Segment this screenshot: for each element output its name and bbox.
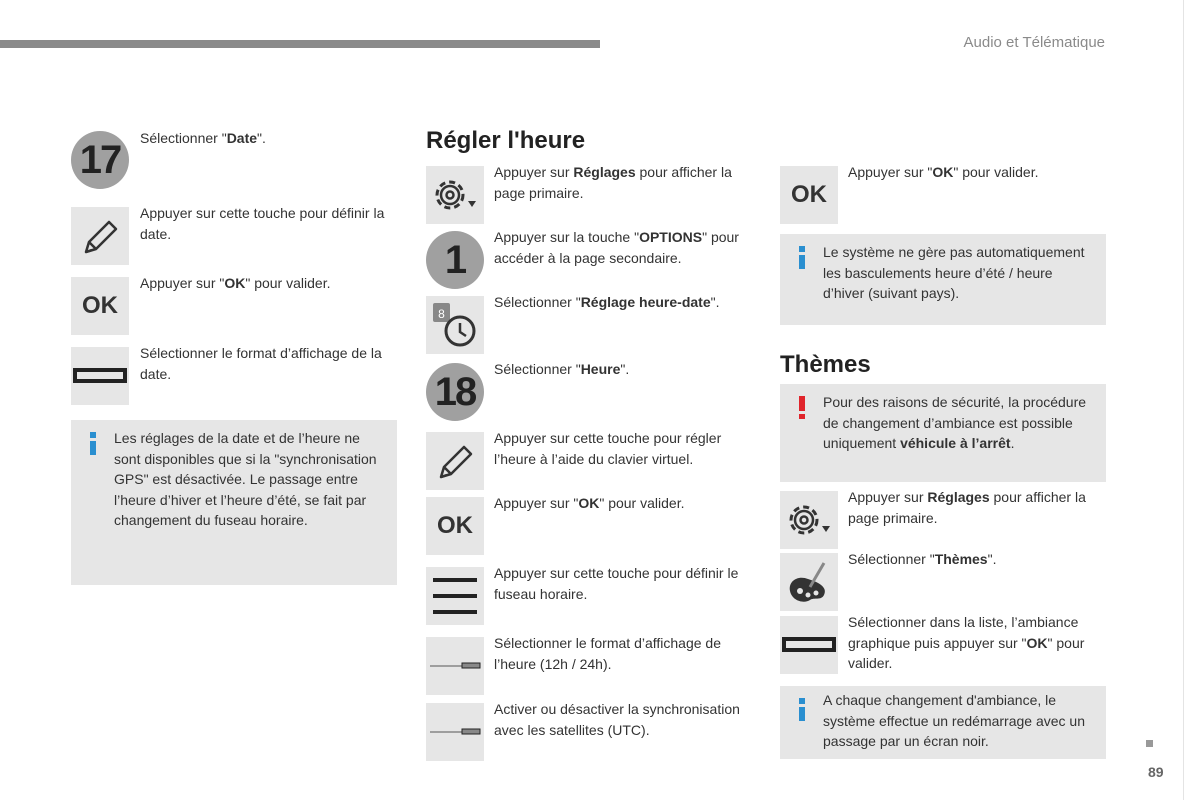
step-text: Appuyer sur cette touche pour définir le fuseau horaire. xyxy=(494,565,739,602)
info-icon xyxy=(90,432,96,455)
step-text: Appuyer sur cette touche pour définir la date. xyxy=(140,205,385,242)
section-heading-time: Régler l'heure xyxy=(426,127,586,154)
format-bar-icon xyxy=(71,347,129,405)
info-note xyxy=(71,420,397,585)
header-bar xyxy=(0,40,600,48)
step-text: Appuyer sur "OK" pour valider. xyxy=(848,164,1039,180)
step-badge-1: 1 xyxy=(426,231,484,289)
page-marker xyxy=(1146,740,1153,747)
info-note xyxy=(780,686,1106,759)
clock-calendar-icon xyxy=(426,296,484,354)
warning-note-text: Pour des raisons de sécurité, la procédure de changement d’ambiance est possible uniquement véhicule à l’arrêt. xyxy=(823,394,1087,451)
step-text: Sélectionner "Réglage heure-date". xyxy=(494,294,720,310)
warning-icon xyxy=(799,396,805,419)
palette-brush-icon xyxy=(780,553,838,611)
step-text: Appuyer sur Réglages pour afficher la page primaire. xyxy=(848,489,1086,526)
step-text: Appuyer sur "OK" pour valider. xyxy=(140,275,331,291)
ok-button-icon: OK xyxy=(426,497,484,555)
ok-button-icon: OK xyxy=(780,166,838,224)
page-number: 89 xyxy=(1148,764,1164,780)
info-icon xyxy=(799,698,805,721)
settings-gear-icon xyxy=(780,491,838,549)
menu-list-icon xyxy=(426,567,484,625)
step-text: Appuyer sur "OK" pour valider. xyxy=(494,495,685,511)
section-heading-themes: Thèmes xyxy=(780,351,871,378)
info-note xyxy=(780,234,1106,325)
toggle-switch-icon xyxy=(426,637,484,695)
step-text: Appuyer sur Réglages pour afficher la page primaire. xyxy=(494,164,732,201)
step-text: Activer ou désactiver la synchronisation avec les satellites (UTC). xyxy=(494,701,740,738)
step-text: Sélectionner "Heure". xyxy=(494,361,630,377)
info-note-text: Les réglages de la date et de l’heure ne sont disponibles que si la "synchronisation GPS" est désactivée. Le passage entre l’heure d’hiver et l’heure d’été, se fait par changement du fuseau horaire. xyxy=(114,430,377,528)
warning-note xyxy=(780,384,1106,482)
section-title: Audio et Télématique xyxy=(963,34,1105,51)
step-text: Sélectionner dans la liste, l’ambiance graphique puis appuyer sur "OK" pour valider. xyxy=(848,614,1085,671)
format-bar-icon xyxy=(780,616,838,674)
page-edge-rule xyxy=(1183,0,1184,800)
step-text: Sélectionner le format d’affichage de la date. xyxy=(140,345,382,382)
pencil-icon xyxy=(71,207,129,265)
pencil-icon xyxy=(426,432,484,490)
info-note-text: A chaque changement d'ambiance, le système effectue un redémarrage avec un passage par un écran noir. xyxy=(823,692,1086,749)
step-badge-18: 18 xyxy=(426,363,484,421)
step-text: Appuyer sur la touche "OPTIONS" pour accéder à la page secondaire. xyxy=(494,229,739,266)
toggle-switch-icon xyxy=(426,703,484,761)
step-text: Sélectionner "Thèmes". xyxy=(848,551,997,567)
svg-text:8: 8 xyxy=(438,307,445,321)
info-icon xyxy=(799,246,805,269)
step-badge-17: 17 xyxy=(71,131,129,189)
ok-button-icon: OK xyxy=(71,277,129,335)
settings-gear-icon xyxy=(426,166,484,224)
step-text: Sélectionner "Date". xyxy=(140,130,266,146)
info-note-text: Le système ne gère pas automatiquement les basculements heure d’été / heure d’hiver (suivant pays). xyxy=(823,244,1085,301)
step-text: Appuyer sur cette touche pour régler l’heure à l’aide du clavier virtuel. xyxy=(494,430,722,467)
step-text: Sélectionner le format d’affichage de l’heure (12h / 24h). xyxy=(494,635,721,672)
